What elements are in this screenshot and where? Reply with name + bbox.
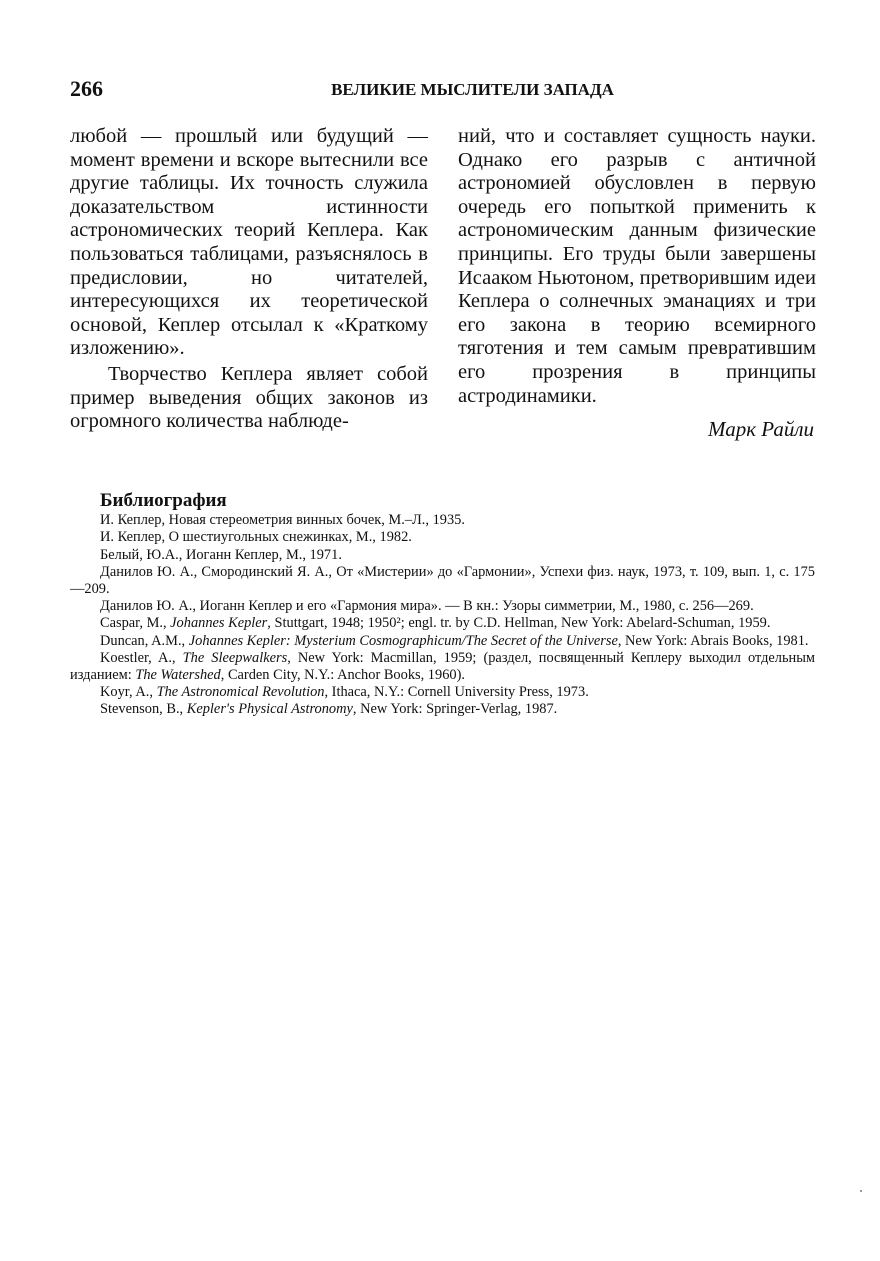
entry-details: , New York: Abrais Books, 1981. [617,632,809,649]
paragraph: ний, что и составляет сущность науки. Однако его разрыв с античной астрономией обусловлен в первую очередь его попыткой применить к астрономическим данным физические принципы. Его труды были завершены Исааком Ньютоном, претворившим идеи Кеплера о солнечных эманациях и три его закона в теорию всемирного тяготения и тем самым превратившим его прозрения в принципы астродинамики. [458,125,816,407]
bibliography-entry: Данилов Ю. А., Иоганн Кеплер и его «Гармония мира». — В кн.: Узоры симметрии, М., 1980, с. 256—269. [100,598,754,615]
paragraph: Творчество Кеплера являет собой пример выведения общих законов из огромного количества наблюде- [70,362,428,433]
entry-title: Johannes Kepler [170,615,268,632]
entry-author: Koestler, A., [100,649,183,666]
entry-details: , Carden City, N.Y.: Anchor Books, 1960). [220,667,465,684]
page-header [70,76,815,106]
bibliography-entry: И. Кеплер, Новая стереометрия винных бочек, М.–Л., 1935. [100,512,465,529]
entry-details: , New York: Springer-Verlag, 1987. [352,701,558,718]
scan-speck [860,1190,862,1192]
bibliography-heading: Библиография [100,490,227,511]
entry-author: Stevenson, B., [100,701,187,718]
bibliography-entry [70,701,815,718]
author-signature: Марк Райли [708,417,814,441]
right-column [458,125,816,408]
entry-author: Duncan, A.M., [100,632,189,649]
bibliography-entry: Белый, Ю.А., Иоганн Кеплер, М., 1971. [100,546,342,563]
entry-title: Johannes Kepler: Mysterium Cosmographicum/The Secret of the Universe [188,632,618,649]
entry-details: , New York: Macmillan, 1959; (раздел, посвященный Кеплеру выходил отдельным изданием: [70,649,816,684]
paragraph: любой — прошлый или будущий — момент времени и вскоре вытеснили все другие таблицы. Их точность служила доказательством истинности астрономических теорий Кеплера. Как пользоваться таблицами, разъяснялось в предисловии, но читателей, интересующихся их теоретической основой, Кеплер отсылал к «Краткому изложению». [70,125,428,360]
bibliography-entry [70,650,815,684]
bibliography-entry [70,633,815,650]
entry-author: Koyr, A., [100,684,157,701]
entry-title: The Sleepwalkers [182,649,288,666]
bibliography-entry: И. Кеплер, О шестиугольных снежинках, М., 1982. [100,529,412,546]
bibliography-entry [70,684,815,701]
entry-title: The Watershed [135,667,221,684]
entry-details: , Stuttgart, 1948; 1950²; engl. tr. by C.D. Hellman, New York: Abelard-Schuman, 1959. [267,615,771,632]
bibliography-entry [70,615,815,632]
page-number: 266 [70,76,103,101]
bibliography-entry: Данилов Ю. А., Смородинский Я. А., От «Мистерии» до «Гармонии», Успехи физ. наук, 1973, т. 109, вып. 1, с. 175—209. [70,563,815,598]
running-title: ВЕЛИКИЕ МЫСЛИТЕЛИ ЗАПАДА [331,80,614,99]
bibliography-section [70,492,815,719]
entry-author: Caspar, M., [100,615,171,632]
left-column [70,125,428,434]
entry-title: Kepler's Physical Astronomy [186,701,353,718]
entry-details: , Ithaca, N.Y.: Cornell University Press, 1973. [324,684,589,701]
entry-title: The Astronomical Revolution [156,684,325,701]
